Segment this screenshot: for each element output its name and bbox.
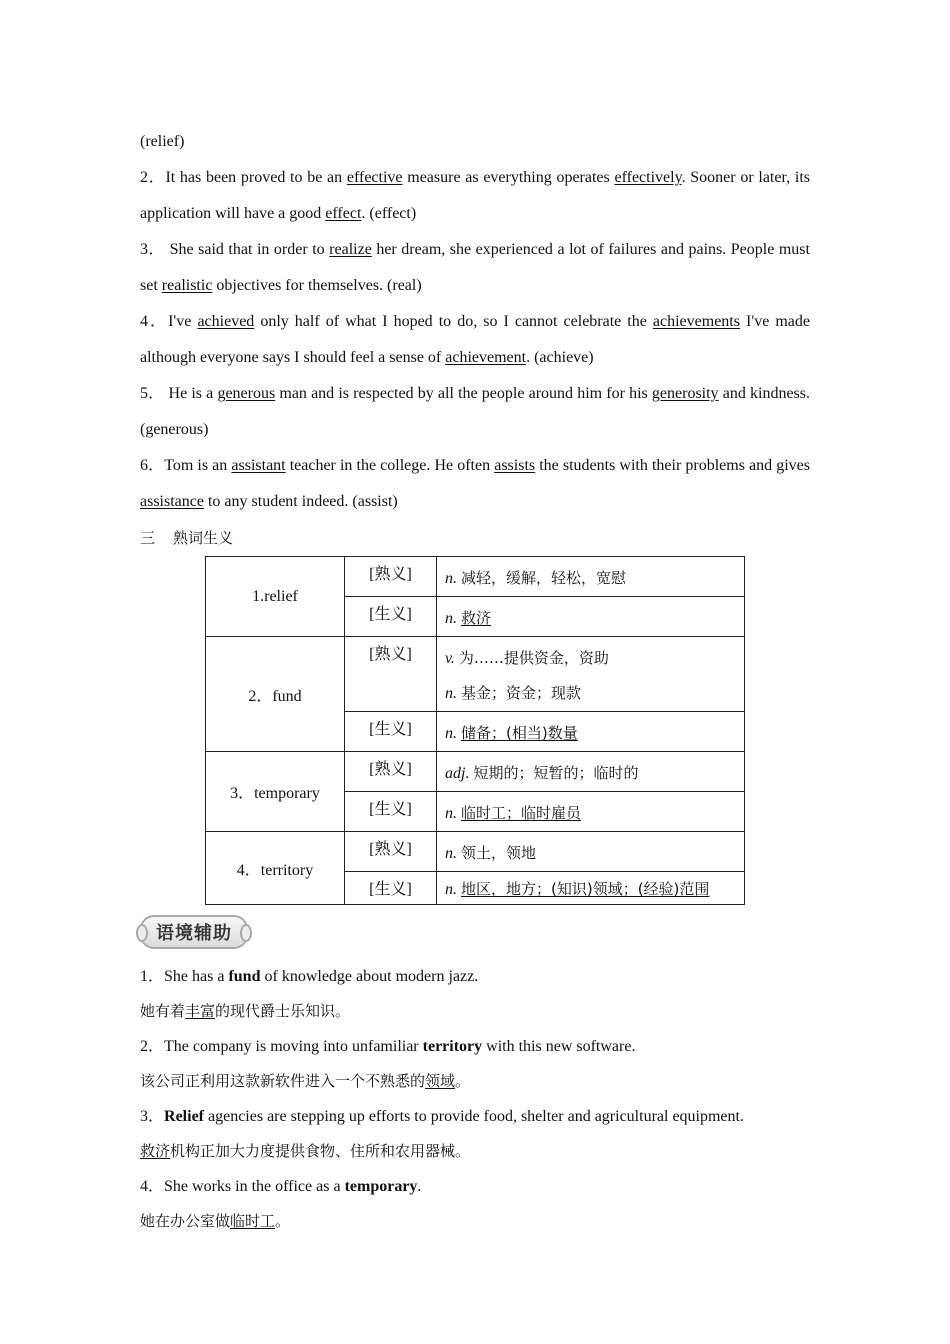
table-row — [206, 832, 745, 872]
table-row — [206, 637, 745, 712]
example-english — [140, 1099, 810, 1134]
sentence-text: . (effect) — [361, 205, 417, 222]
answer-word: effective — [346, 169, 403, 186]
sentence-number: 3． — [140, 241, 166, 258]
table-row — [206, 752, 745, 792]
sentence-text: . Sooner or later, its application will have a good — [140, 169, 810, 222]
example-chinese — [140, 1064, 810, 1099]
sentence-number: 6． — [140, 457, 165, 474]
table-row — [206, 557, 745, 597]
translation-text: 该公司正利用这款新软件进入一个不熟悉的 — [140, 1072, 426, 1090]
example-number: 4． — [140, 1178, 165, 1195]
section-number: 三 — [140, 529, 156, 547]
new-tag: [生义] — [345, 872, 437, 905]
sentence-item — [140, 448, 810, 520]
known-tag: [熟义] — [345, 752, 437, 792]
known-def: adj. 短期的；短暂的；临时的 — [437, 752, 745, 792]
known-tag: [熟义] — [345, 557, 437, 597]
page-content — [140, 124, 810, 1239]
sentence-text: . (achieve) — [526, 349, 594, 366]
section-title: 熟词生义 — [173, 529, 234, 547]
known-def: v. 为……提供资金，资助 n. 基金；资金；现款 — [437, 637, 745, 712]
answer-word: assistance — [140, 493, 204, 510]
translation-text: 。 — [275, 1212, 291, 1230]
translation-keyword: 临时工 — [230, 1212, 276, 1230]
example-chinese — [140, 1134, 810, 1169]
example-english — [140, 959, 810, 994]
example-text: The company is moving into unfamiliar — [164, 1038, 423, 1055]
answer-word: achieved — [197, 313, 255, 330]
example-chinese — [140, 994, 810, 1029]
example-text: She works in the office as a — [164, 1178, 345, 1195]
translation-text: 她在办公室做 — [140, 1212, 231, 1230]
new-def: n. 地区，地方；(知识)领域；(经验)范围 — [437, 872, 745, 905]
sentence-text: her dream, she experienced a lot of failures and pains. People must set — [140, 241, 810, 294]
sentence-text: teacher in the college. He often — [285, 457, 495, 474]
new-def: n. 救济 — [437, 597, 745, 637]
new-tag: [生义] — [345, 597, 437, 637]
keyword: territory — [422, 1038, 483, 1055]
sentence-item — [140, 376, 810, 448]
example-english — [140, 1029, 810, 1064]
sentence-text: objectives for themselves. (real) — [212, 277, 422, 294]
translation-text: 机构正加大力度提供食物、住所和农用器械。 — [170, 1142, 471, 1160]
answer-word: achievements — [652, 313, 740, 330]
example-number: 2． — [140, 1038, 165, 1055]
example-number: 3． — [140, 1108, 165, 1125]
answer-word: realistic — [161, 277, 213, 294]
known-def: n. 减轻，缓解，轻松，宽慰 — [437, 557, 745, 597]
example-text: agencies are stepping up efforts to provide food, shelter and agricultural equipment. — [204, 1108, 744, 1125]
sentence-text: measure as everything operates — [402, 169, 615, 186]
new-tag: [生义] — [345, 712, 437, 752]
new-tag: [生义] — [345, 792, 437, 832]
keyword: Relief — [164, 1108, 204, 1125]
example-number: 1． — [140, 968, 165, 985]
sentence-number: 5． — [140, 385, 165, 402]
new-def: n. 储备；(相当)数量 — [437, 712, 745, 752]
known-def: n. 领土，领地 — [437, 832, 745, 872]
sentence-item — [140, 304, 810, 376]
keyword: fund — [228, 968, 261, 985]
answer-word: realize — [329, 241, 372, 258]
answer-word: generosity — [651, 385, 719, 402]
sentence-number: 2． — [140, 169, 166, 186]
known-tag: [熟义] — [345, 637, 437, 712]
badge-label: 语境辅助 — [140, 915, 248, 949]
answer-word: generous — [217, 385, 276, 402]
example-list — [140, 959, 810, 1239]
sentence-item — [140, 160, 810, 232]
example-text: of knowledge about modern jazz. — [260, 968, 479, 985]
sentence-text: It has been proved to be an — [165, 169, 347, 186]
relief-hint: (relief) — [140, 133, 185, 150]
word-cell: 4．territory — [206, 832, 345, 905]
sentence-text: man and is respected by all the people around him for his — [275, 385, 652, 402]
section-heading — [140, 520, 810, 556]
word-cell: 1.relief — [206, 557, 345, 637]
example-text: with this new software. — [482, 1038, 636, 1055]
sentence-text: She said that in order to — [165, 241, 330, 258]
sentence-text: Tom is an — [164, 457, 232, 474]
answer-word: effectively — [614, 169, 682, 186]
example-chinese — [140, 1204, 810, 1239]
answer-word: assists — [494, 457, 536, 474]
sentence-list — [140, 160, 810, 520]
sentence-text: He is a — [164, 385, 218, 402]
context-help-badge — [140, 915, 248, 949]
sentence-text: I've made although everyone says I should feel a sense of — [140, 313, 810, 366]
sentence-text: I've — [168, 313, 198, 330]
answer-word: assistant — [231, 457, 286, 474]
translation-text: 。 — [455, 1072, 471, 1090]
sentence-text: the students with their problems and gives — [535, 457, 811, 474]
example-english — [140, 1169, 810, 1204]
sentence-text: only half of what I hoped to do, so I cannot celebrate the — [254, 313, 653, 330]
answer-word: achievement — [445, 349, 527, 366]
translation-keyword: 救济 — [140, 1142, 171, 1160]
translation-keyword: 领域 — [425, 1072, 456, 1090]
keyword: temporary — [344, 1178, 418, 1195]
known-tag: [熟义] — [345, 832, 437, 872]
translation-keyword: 丰富 — [185, 1002, 216, 1020]
translation-text: 她有着 — [140, 1002, 186, 1020]
example-text: . — [417, 1178, 422, 1195]
answer-word: effect — [325, 205, 362, 222]
example-text: She has a — [164, 968, 229, 985]
translation-text: 的现代爵士乐知识。 — [215, 1002, 351, 1020]
word-cell: 2．fund — [206, 637, 345, 752]
new-def: n. 临时工；临时雇员 — [437, 792, 745, 832]
sentence-text: and kindness. (generous) — [140, 385, 810, 438]
sentence-number: 4． — [140, 313, 169, 330]
sentence-item — [140, 232, 810, 304]
vocab-table — [205, 556, 745, 905]
sentence-text: to any student indeed. (assist) — [203, 493, 398, 510]
word-cell: 3．temporary — [206, 752, 345, 832]
